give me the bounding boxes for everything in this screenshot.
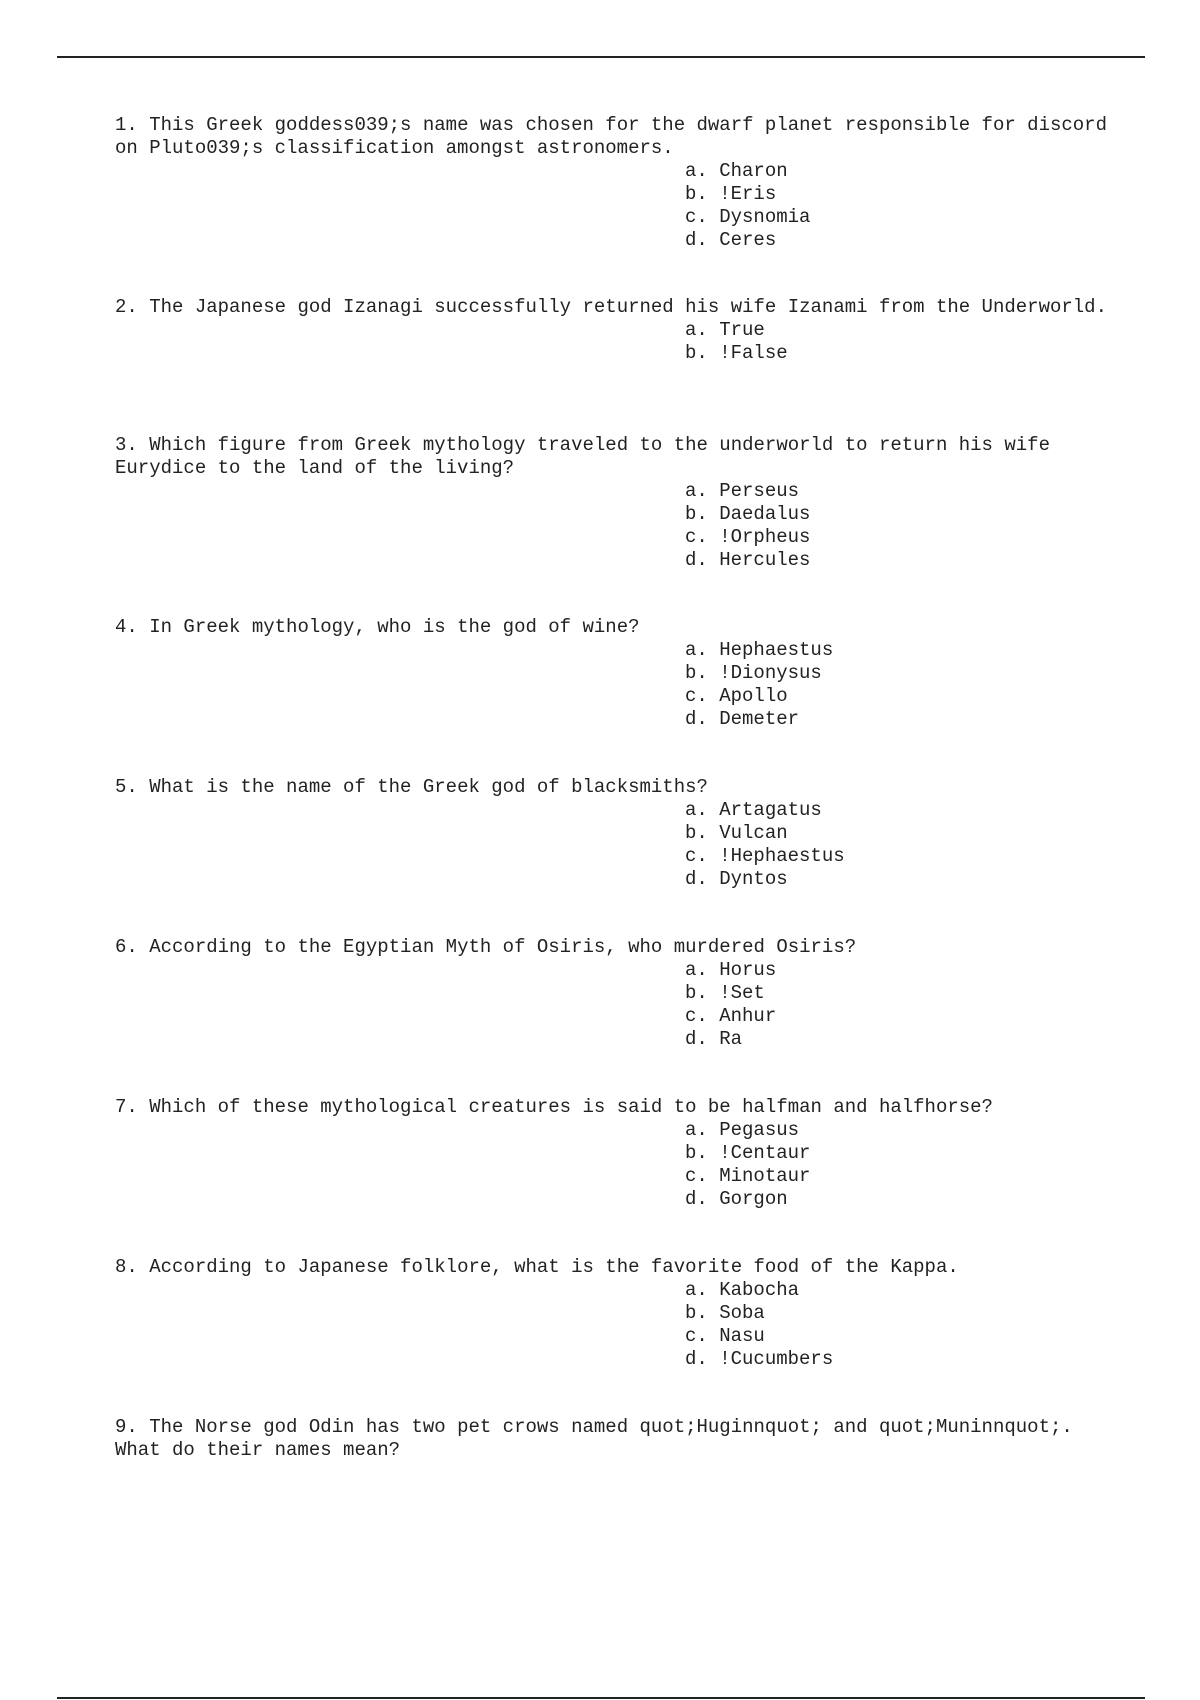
answer-option: b. Soba [685,1302,765,1324]
question-5 [115,776,845,891]
answer-option: c. Anhur [685,1005,777,1027]
answer-option: a. Artagatus [685,799,822,821]
answer-option: b. !Set [685,982,765,1004]
answer-option: d. Ceres [685,229,777,251]
answer-list [115,799,845,891]
question-7 [115,1096,993,1211]
answer-list [115,1119,993,1211]
question-text: 9. The Norse god Odin has two pet crows named quot;Huginnquot; and quot;Muninnquot;. What do their names mean? [115,1416,1096,1461]
answer-option: c. Minotaur [685,1165,811,1187]
question-1 [115,114,1119,252]
answer-list [115,480,1115,572]
question-text: 1. This Greek goddess039;s name was chosen for the dwarf planet responsible for discord on Pluto039;s classification amongst astronomers. [115,114,1119,159]
answer-option: d. Demeter [685,708,800,730]
answer-list [115,160,1115,252]
question-8 [115,1256,959,1371]
answer-option: b. Vulcan [685,822,788,844]
answer-option: c. !Orpheus [685,526,811,548]
question-text: 3. Which figure from Greek mythology traveled to the underworld to return his wife Eurydice to the land of the living? [115,434,1062,479]
question-text: 8. According to Japanese folklore, what is the favorite food of the Kappa. [115,1256,959,1278]
answer-option: c. Nasu [685,1325,765,1347]
answer-option: d. Ra [685,1028,743,1050]
question-6 [115,936,856,1051]
question-3 [115,434,1115,572]
question-2 [115,296,1107,365]
answer-option: c. Apollo [685,685,788,707]
answer-list [115,959,856,1051]
answer-option: a. Horus [685,959,777,981]
answer-option: b. !False [685,342,788,364]
question-text: 4. In Greek mythology, who is the god of wine? [115,616,640,638]
question-text: 6. According to the Egyptian Myth of Osiris, who murdered Osiris? [115,936,857,958]
question-9 [115,1416,1115,1462]
answer-option: b. !Dionysus [685,662,822,684]
answer-option: d. Dyntos [685,868,788,890]
top-rule [57,56,1145,58]
answer-option: a. Charon [685,160,788,182]
answer-option: b. Daedalus [685,503,811,525]
question-text: 7. Which of these mythological creatures is said to be halfman and halfhorse? [115,1096,993,1118]
answer-option: a. Kabocha [685,1279,800,1301]
answer-option: d. Gorgon [685,1188,788,1210]
answer-list [115,319,1107,365]
answer-option: c. !Hephaestus [685,845,845,867]
answer-list [115,639,833,731]
answer-option: c. Dysnomia [685,206,811,228]
question-text: 5. What is the name of the Greek god of blacksmiths? [115,776,708,798]
question-4 [115,616,833,731]
answer-option: d. !Cucumbers [685,1348,834,1370]
answer-option: b. !Centaur [685,1142,811,1164]
answer-option: a. Hephaestus [685,639,834,661]
answer-list [115,1279,959,1371]
bottom-rule [57,1697,1145,1699]
answer-option: a. True [685,319,765,341]
answer-option: b. !Eris [685,183,777,205]
question-text: 2. The Japanese god Izanagi successfully returned his wife Izanami from the Underworld. [115,296,1107,318]
answer-option: a. Pegasus [685,1119,800,1141]
answer-option: a. Perseus [685,480,800,502]
answer-option: d. Hercules [685,549,811,571]
